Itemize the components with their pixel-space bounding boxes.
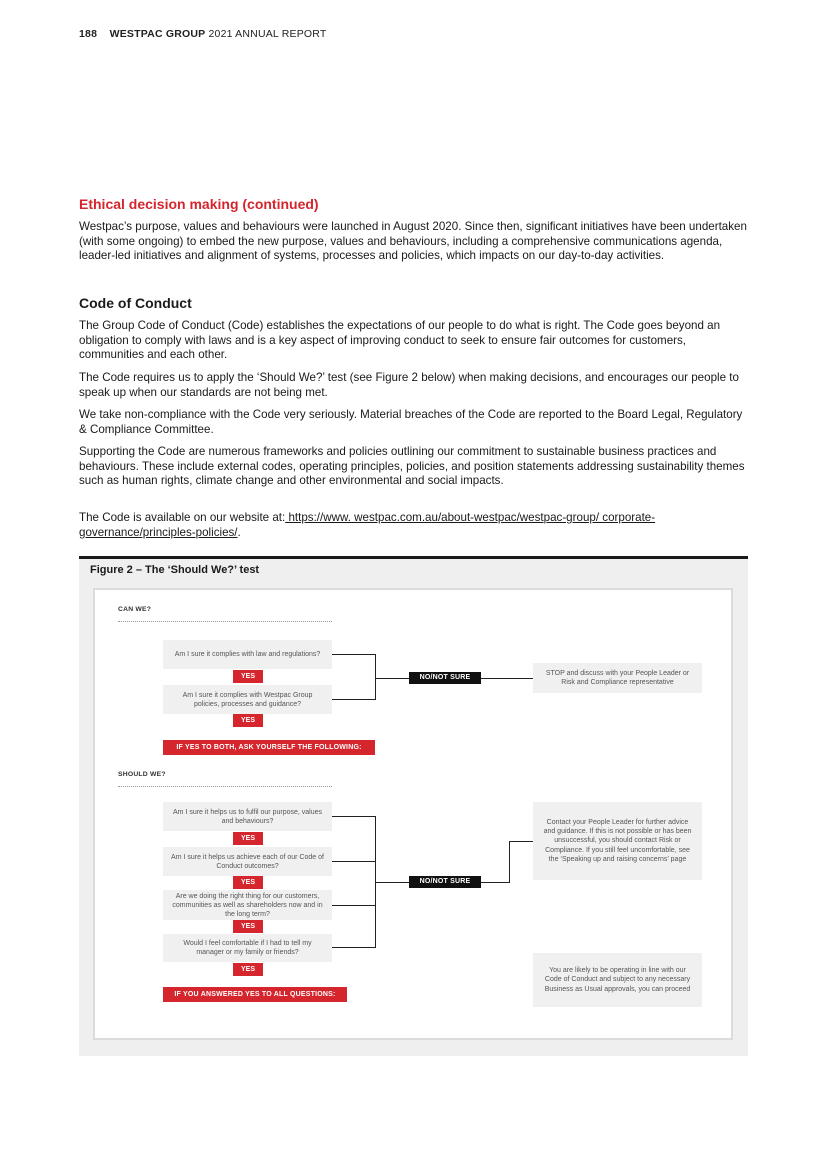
connector-line: [332, 816, 375, 817]
should-we-yes-3: YES: [233, 920, 263, 933]
can-we-yes-2: YES: [233, 714, 263, 727]
should-we-proceed-outcome: You are likely to be operating in line with our Code of Conduct and subject to any necessary Business as Usual approvals, you can proceed: [533, 953, 702, 1007]
connector-line: [332, 654, 375, 655]
website-paragraph: [79, 511, 749, 540]
page-number: 188: [79, 28, 98, 40]
website-prefix: The Code is available on our website at:: [79, 511, 286, 524]
should-we-not-sure: NO/NOT SURE: [409, 876, 481, 888]
connector-line: [332, 947, 375, 948]
connector-line: [375, 654, 376, 700]
connector-line: [332, 699, 375, 700]
can-we-divider: [118, 621, 332, 622]
connector-line: [375, 678, 409, 679]
can-we-conclusion: IF YES TO BOTH, ASK YOURSELF THE FOLLOWING:: [163, 740, 375, 755]
can-we-yes-1: YES: [233, 670, 263, 683]
can-we-stop-outcome: STOP and discuss with your People Leader or Risk and Compliance representative: [533, 663, 702, 693]
should-we-yes-2: YES: [233, 876, 263, 889]
code-of-conduct-heading: Code of Conduct: [79, 295, 192, 311]
website-suffix: .: [237, 525, 241, 539]
can-we-question-1: Am I sure it complies with law and regulations?: [163, 640, 332, 669]
should-we-conclusion: IF YOU ANSWERED YES TO ALL QUESTIONS:: [163, 987, 347, 1002]
should-we-label: SHOULD WE?: [118, 771, 166, 778]
running-header: [79, 28, 326, 40]
code-paragraph-2: The Code requires us to apply the ‘Should We?’ test (see Figure 2 below) when making decisions, and encourages our people to speak up when our standards are not being met.: [79, 371, 739, 399]
intro-paragraph: Westpac’s purpose, values and behaviours were launched in August 2020. Since then, significant initiatives have been undertaken (with some ongoing) to embed the new purpose, values and behaviours, including a comprehensive communications agenda, leader-led initiatives and alignment of systems, processes and policies, which impacts on our day-to-day activities.: [79, 220, 747, 263]
connector-line: [481, 882, 509, 883]
figure-title: Figure 2 – The ‘Should We?’ test: [90, 564, 260, 576]
website-link[interactable]: https://www. westpac.com.au/about-westpac/westpac-group/ corporate-governance/principles-policies/: [79, 511, 656, 539]
should-we-question-2: Am I sure it helps us achieve each of our Code of Conduct outcomes?: [163, 847, 332, 876]
should-we-divider: [118, 786, 332, 787]
code-paragraph-1: The Group Code of Conduct (Code) establishes the expectations of our people to do what is right. The Code goes beyond an obligation to comply with laws and is a key aspect of improving conduct to seek to ensure fair outcomes for customers, communities and each other.: [79, 319, 721, 362]
should-we-yes-1: YES: [233, 832, 263, 845]
header-report: 2021 ANNUAL REPORT: [208, 28, 327, 40]
should-we-contact-outcome: Contact your People Leader for further advice and guidance. If this is not possible or has been unsuccessful, you should contact Risk or Compliance. If you still feel uncomfortable, see the ‘Speaking up and raising concerns’ page: [533, 802, 702, 880]
should-we-yes-4: YES: [233, 963, 263, 976]
section-heading: Ethical decision making (continued): [79, 196, 319, 212]
connector-line: [509, 841, 510, 883]
header-brand: WESTPAC GROUP: [109, 28, 206, 40]
connector-line: [375, 882, 409, 883]
connector-line: [481, 678, 533, 679]
can-we-question-2: Am I sure it complies with Westpac Group policies, processes and guidance?: [163, 685, 332, 714]
should-we-question-4: Would I feel comfortable if I had to tell my manager or my family or friends?: [163, 934, 332, 962]
code-paragraph-3: We take non-compliance with the Code very seriously. Material breaches of the Code are reported to the Board Legal, Regulatory & Compliance Committee.: [79, 408, 743, 436]
should-we-question-3: Are we doing the right thing for our customers, communities as well as shareholders now and in the long term?: [163, 890, 332, 920]
can-we-not-sure: NO/NOT SURE: [409, 672, 481, 684]
can-we-label: CAN WE?: [118, 606, 152, 613]
connector-line: [509, 841, 533, 842]
should-we-question-1: Am I sure it helps us to fulfil our purpose, values and behaviours?: [163, 802, 332, 831]
connector-line: [332, 905, 375, 906]
connector-line: [332, 861, 375, 862]
code-paragraph-4: Supporting the Code are numerous frameworks and policies outlining our commitment to sustainable business practices and behaviours. These include external codes, operating principles, policies, and position statements addressing sustainability themes such as human rights, climate change and other environmental and social impacts.: [79, 445, 745, 488]
